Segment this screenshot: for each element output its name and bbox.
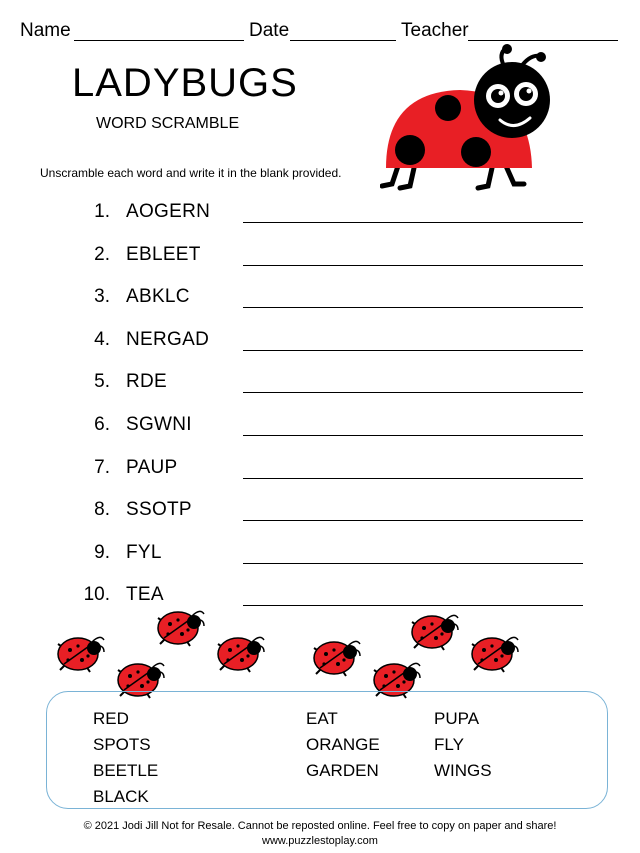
ladybug-icon — [470, 630, 522, 674]
scramble-row — [0, 285, 640, 315]
ladybug-icon — [56, 630, 108, 674]
scramble-row — [0, 541, 640, 571]
item-number: 5. — [94, 371, 110, 393]
scrambled-word: SSOTP — [126, 499, 192, 521]
answer-blank[interactable] — [243, 222, 583, 223]
scramble-row — [0, 243, 640, 273]
word-bank-item: EAT — [306, 709, 338, 728]
answer-blank[interactable] — [243, 435, 583, 436]
word-bank-item: GARDEN — [306, 761, 379, 780]
ladybug-icon — [410, 608, 462, 652]
website-link[interactable]: www.puzzlestoplay.com — [262, 835, 378, 847]
scramble-row — [0, 498, 640, 528]
teacher-field[interactable] — [468, 40, 618, 41]
item-number: 2. — [94, 243, 110, 265]
answer-blank[interactable] — [243, 265, 583, 266]
scramble-row — [0, 370, 640, 400]
page-title: LADYBUGS — [72, 61, 298, 105]
answer-blank[interactable] — [243, 478, 583, 479]
answer-blank[interactable] — [243, 307, 583, 308]
name-label: Name — [20, 20, 71, 41]
scrambled-word: RDE — [126, 371, 168, 393]
scrambled-word: AOGERN — [126, 201, 211, 222]
word-bank-item: BLACK — [93, 787, 149, 806]
scrambled-word: ABKLC — [126, 286, 190, 308]
page-subtitle: WORD SCRAMBLE — [96, 115, 240, 132]
ladybug-icon — [156, 604, 208, 648]
scrambled-word: FYL — [126, 541, 162, 563]
answer-blank[interactable] — [243, 563, 583, 564]
item-number: 1. — [94, 201, 110, 222]
item-number: 7. — [94, 456, 110, 478]
item-number: 10. — [83, 584, 110, 606]
word-bank-item: WINGS — [434, 761, 492, 780]
item-number: 9. — [94, 541, 110, 563]
ladybug-icon — [380, 44, 550, 194]
word-bank-item: PUPA — [434, 709, 480, 728]
scrambled-word: EBLEET — [126, 243, 201, 265]
word-bank-item: BEETLE — [93, 761, 159, 780]
scrambled-word: PAUP — [126, 456, 178, 478]
scrambled-word: NERGAD — [126, 328, 210, 350]
scramble-row — [0, 328, 640, 358]
word-bank-item: ORANGE — [306, 735, 380, 754]
date-label: Date — [249, 20, 290, 41]
item-number: 8. — [94, 499, 110, 521]
word-bank-item: FLY — [434, 735, 464, 754]
date-field[interactable] — [290, 40, 396, 41]
item-number: 6. — [94, 414, 110, 435]
item-number: 4. — [94, 328, 110, 350]
student-info-header — [0, 0, 640, 50]
answer-blank[interactable] — [243, 520, 583, 521]
scramble-row — [0, 413, 640, 443]
answer-blank[interactable] — [243, 392, 583, 393]
word-bank — [46, 691, 608, 809]
scramble-row — [0, 200, 640, 230]
copyright-notice: © 2021 Jodi Jill Not for Resale. Cannot be reposted online. Feel free to copy on paper and share! — [83, 820, 557, 832]
scrambled-word: SGWNI — [126, 414, 192, 435]
answer-blank[interactable] — [243, 350, 583, 351]
teacher-label: Teacher — [401, 20, 469, 41]
ladybug-icon — [216, 630, 268, 674]
scrambled-word: TEA — [126, 584, 164, 606]
scramble-row — [0, 456, 640, 486]
word-bank-item: SPOTS — [93, 735, 151, 754]
name-field[interactable] — [74, 40, 244, 41]
ladybug-icon — [312, 634, 364, 678]
item-number: 3. — [94, 286, 110, 308]
ladybug-decoration — [50, 598, 530, 698]
instructions-text: Unscramble each word and write it in the blank provided. — [40, 166, 342, 180]
word-bank-item: RED — [93, 709, 129, 728]
